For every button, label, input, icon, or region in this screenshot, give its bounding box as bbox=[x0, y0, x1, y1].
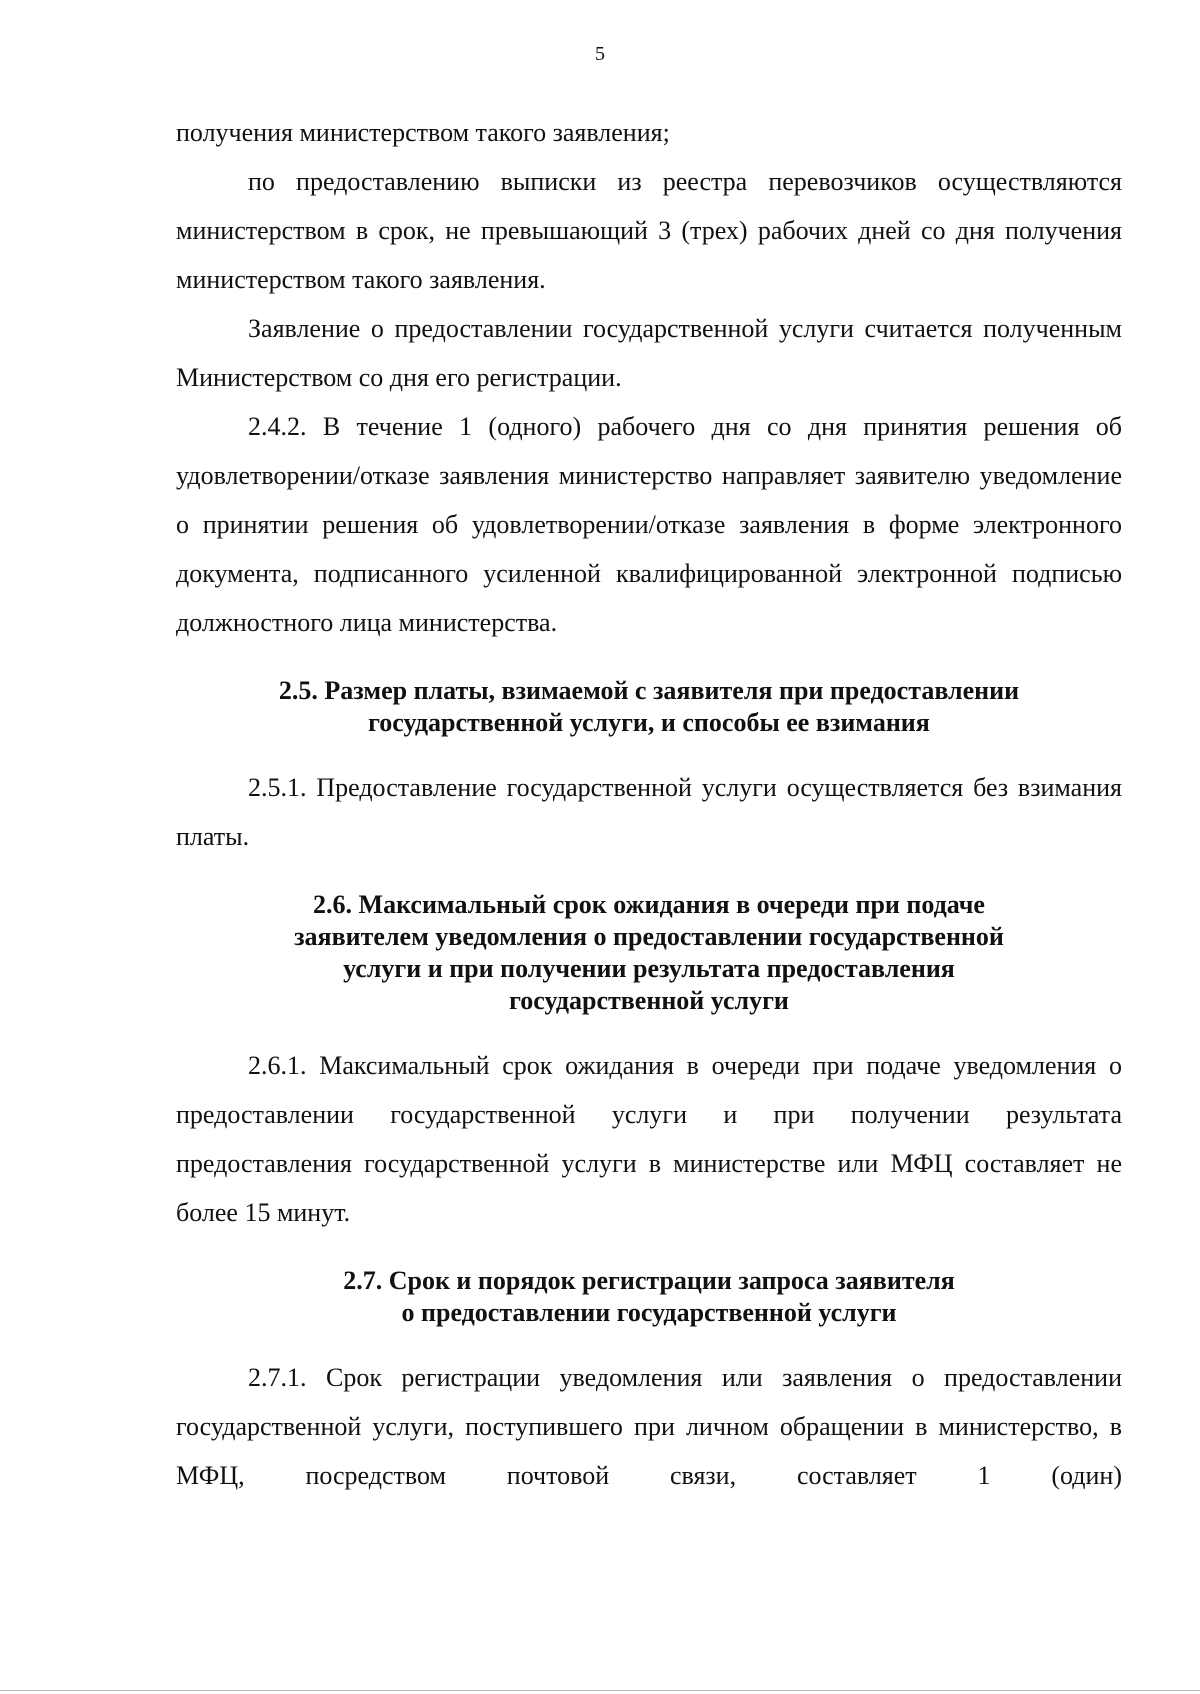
paragraph-registry-extract: по предоставлению выписки из реестра перевозчиков осуществляются министерством в срок, не превышающий 3 (трех) рабочих дней со дня получения министерством такого заявления. bbox=[176, 167, 1122, 294]
heading-line: государственной услуги bbox=[509, 986, 789, 1015]
paragraph-continuation: получения министерством такого заявления; bbox=[176, 118, 670, 147]
heading-2-6 bbox=[176, 889, 1122, 1017]
heading-line: 2.6. Максимальный срок ожидания в очереди при подаче bbox=[313, 890, 985, 919]
paragraph-application-received: Заявление о предоставлении государственной услуги считается полученным Министерством со дня его регистрации. bbox=[176, 314, 1122, 392]
page-bottom-edge bbox=[0, 1690, 1200, 1691]
heading-2-5 bbox=[176, 675, 1122, 739]
heading-line: заявителем уведомления о предоставлении государственной bbox=[294, 922, 1004, 951]
heading-line: 2.7. Срок и порядок регистрации запроса заявителя bbox=[343, 1266, 955, 1295]
paragraph-2-4-2: 2.4.2. В течение 1 (одного) рабочего дня со дня принятия решения об удовлетворении/отказе заявления министерство направляет заявителю уведомление о принятии решения об удовлетворении/отказе заявления в форме электронного документа, подписанного усиленной квалифицированной электронной подписью должностного лица министерства. bbox=[176, 412, 1122, 637]
heading-line: о предоставлении государственной услуги bbox=[401, 1298, 897, 1327]
heading-line: государственной услуги, и способы ее взимания bbox=[368, 708, 930, 737]
document-body bbox=[176, 108, 1122, 1500]
paragraph-2-5-1: 2.5.1. Предоставление государственной услуги осуществляется без взимания платы. bbox=[176, 773, 1122, 851]
paragraph-2-7-1: 2.7.1. Срок регистрации уведомления или заявления о предоставлении государственной услуги, поступившего при личном обращении в министерство, в МФЦ, посредством почтовой связи, составляет 1 (один) bbox=[176, 1363, 1122, 1490]
heading-line: 2.5. Размер платы, взимаемой с заявителя при предоставлении bbox=[278, 676, 1020, 705]
heading-line: услуги и при получении результата предоставления bbox=[343, 954, 955, 983]
page-number: 5 bbox=[595, 43, 605, 65]
paragraph-2-6-1: 2.6.1. Максимальный срок ожидания в очереди при подаче уведомления о предоставлении государственной услуги и при получении результата предоставления государственной услуги в министерстве или МФЦ составляет не более 15 минут. bbox=[176, 1051, 1122, 1227]
heading-2-7 bbox=[176, 1265, 1122, 1329]
